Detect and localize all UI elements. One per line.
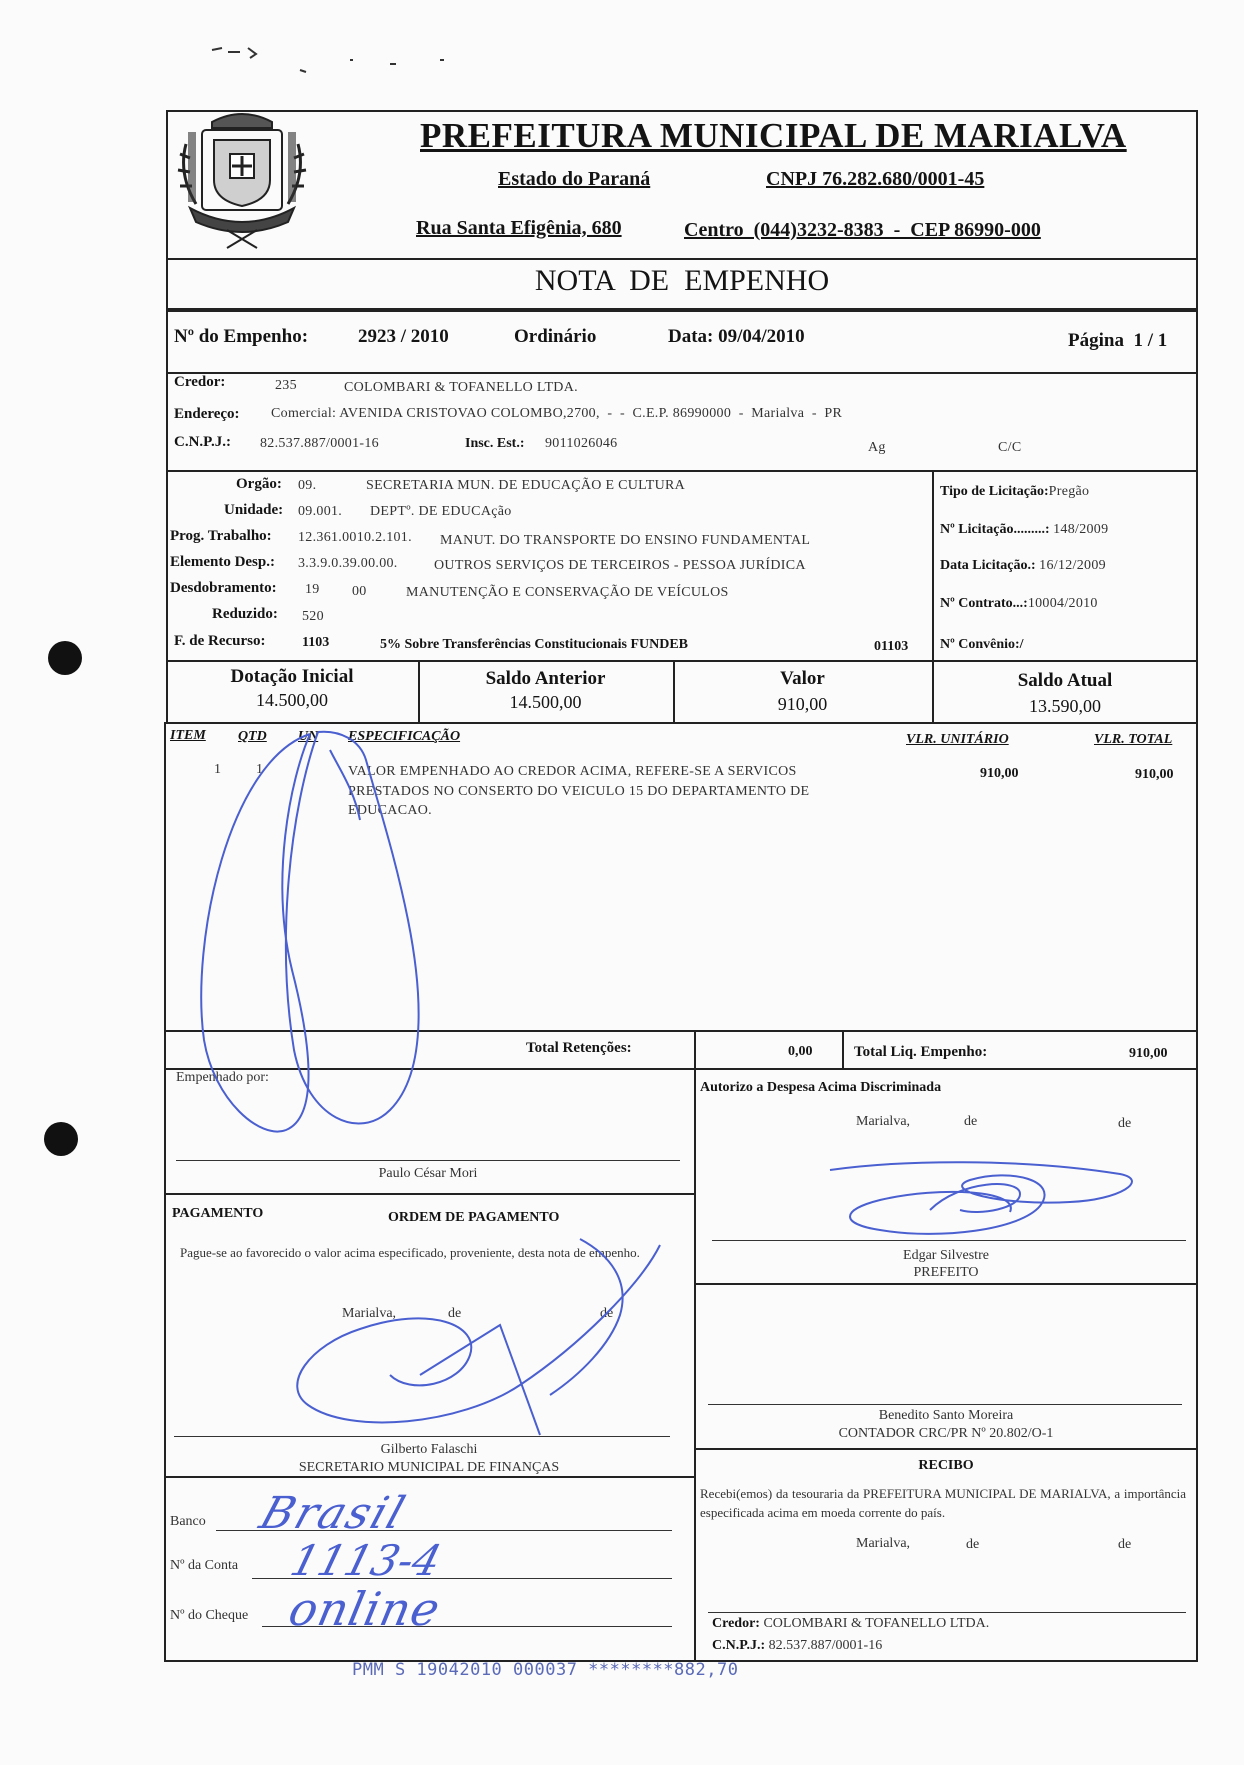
- bottom-vertical-divider: [694, 1068, 696, 1662]
- autorizo-city: Marialva,: [856, 1114, 911, 1129]
- recurso-name: 5% Sobre Transferências Constitucionais FUNDEB: [380, 637, 689, 652]
- valor-value: 910,00: [777, 694, 828, 714]
- prog-label: Prog. Trabalho:: [170, 528, 272, 544]
- saldo-atual-label: Saldo Atual: [1017, 670, 1113, 691]
- item-row-desc-1: VALOR EMPENHADO AO CREDOR ACIMA, REFERE-SE A SERVICOS: [348, 764, 797, 779]
- ag-label: Ag: [868, 440, 886, 455]
- pagamento-city: Marialva,: [342, 1306, 397, 1321]
- signature-paulo-mori: [190, 720, 450, 1160]
- budget-divider: [932, 470, 934, 662]
- col-un-header: UN: [298, 729, 319, 744]
- credor-label: Credor:: [174, 374, 226, 390]
- pagamento-bottom-line: [164, 1476, 694, 1478]
- signature-gilberto-falaschi: [280, 1225, 680, 1455]
- prog-code: 12.361.0010.2.101.: [298, 530, 412, 545]
- header-cnpj: CNPJ 76.282.680/0001-45: [766, 168, 985, 190]
- signature-edgar-silvestre: [820, 1150, 1150, 1250]
- item-row-desc-2: PRESTADOS NO CONSERTO DO VEICULO 15 DO DEPARTAMENTO DE: [348, 784, 810, 799]
- contador-bottom-line: [694, 1448, 1198, 1450]
- recibo-signature-line: [708, 1612, 1186, 1613]
- unidade-code: 09.001.: [298, 504, 343, 519]
- empenhado-bottom-line: [164, 1193, 694, 1195]
- insc-label: Insc. Est.:: [465, 436, 525, 451]
- desdobramento-sub: 00: [352, 584, 367, 599]
- recurso-label: F. de Recurso:: [174, 633, 266, 649]
- dotacao-label: Dotação Inicial: [230, 666, 354, 687]
- empenho-date: Data: 09/04/2010: [668, 326, 805, 347]
- recibo-de-1: de: [966, 1537, 980, 1552]
- dotacao-value: 14.500,00: [256, 690, 328, 710]
- recurso-code-2: 01103: [874, 639, 909, 654]
- recibo-de-2: de: [1118, 1537, 1132, 1552]
- elemento-name: OUTROS SERVIÇOS DE TERCEIROS - PESSOA JURÍDICA: [434, 558, 806, 573]
- item-row-unit: 910,00: [980, 766, 1019, 781]
- desdobramento-name: MANUTENÇÃO E CONSERVAÇÃO DE VEÍCULOS: [406, 585, 729, 600]
- num-licitacao-label: Nº Licitação.........:: [940, 522, 1050, 537]
- data-licitacao-value: 16/12/2009: [1039, 558, 1106, 573]
- endereco-value: Comercial: AVENIDA CRISTOVAO COLOMBO,2700, - - C.E.P. 86990000 - Marialva - PR: [271, 406, 843, 421]
- cc-label: C/C: [998, 440, 1022, 455]
- tipo-licitacao-value: Pregão: [1048, 484, 1090, 499]
- elemento-code: 3.3.9.0.39.00.00.: [298, 556, 398, 571]
- coat-of-arms-logo: [172, 104, 312, 254]
- credor-name: COLOMBARI & TOFANELLO LTDA.: [344, 380, 578, 395]
- valor-label: Valor: [780, 668, 825, 689]
- cnpj-label: C.N.P.J.:: [174, 434, 231, 450]
- recibo-cnpj-label: C.N.P.J.:: [712, 1638, 766, 1653]
- recibo-cnpj: [712, 1638, 882, 1654]
- pagamento-label: PAGAMENTO: [172, 1206, 264, 1221]
- contador-signer: Benedito Santo Moreira: [878, 1408, 1014, 1423]
- desdobramento-code: 19: [305, 582, 320, 597]
- pagamento-role: SECRETARIO MUNICIPAL DE FINANÇAS: [298, 1460, 560, 1475]
- empenho-num: 2923 / 2010: [358, 326, 449, 347]
- contador-signature-line: [708, 1404, 1182, 1405]
- empenho-num-label: Nº do Empenho:: [174, 326, 309, 347]
- desdobramento-label: Desdobramento:: [170, 580, 277, 596]
- pagamento-text: Pague-se ao favorecido o valor acima especificado, proveniente, desta nota de empenho.: [180, 1245, 640, 1260]
- cheque-handwritten-value: online: [284, 1582, 446, 1636]
- punch-hole-bottom: [44, 1122, 78, 1156]
- col-especificacao-header: ESPECIFICAÇÃO: [348, 729, 461, 744]
- conta-handwritten-value: 1113-4: [285, 1536, 447, 1585]
- totals-div-2: [842, 1030, 844, 1070]
- contrato-value: 10004/2010: [1027, 596, 1098, 611]
- banco-handwritten-value: Brasil: [253, 1488, 413, 1539]
- punch-hole-top: [48, 641, 82, 675]
- unidade-name: DEPTº. DE EDUCAção: [370, 504, 512, 519]
- autorizo-de-1: de: [964, 1114, 978, 1129]
- reduzido-label: Reduzido:: [212, 606, 278, 622]
- recibo-text: Recebi(emos) da tesouraria da PREFEITURA MUNICIPAL DE MARIALVA, a importância especificada acima em moeda corrente do país.: [700, 1486, 1186, 1520]
- recurso-code: 1103: [302, 635, 330, 650]
- empenhado-label: Empenhado por:: [176, 1070, 269, 1085]
- saldo-anterior-value: 14.500,00: [509, 692, 582, 712]
- contador-role: CONTADOR CRC/PR Nº 20.802/O-1: [838, 1426, 1054, 1441]
- num-licitacao-value: 148/2009: [1053, 522, 1109, 537]
- elemento-label: Elemento Desp.:: [170, 554, 275, 570]
- empenhado-signer: Paulo César Mori: [378, 1166, 478, 1181]
- col-vlr-total-header: VLR. TOTAL: [1094, 732, 1173, 747]
- autorizo-role: PREFEITO: [913, 1265, 979, 1280]
- col-qtd-header: QTD: [238, 729, 267, 744]
- prog-name: MANUT. DO TRANSPORTE DO ENSINO FUNDAMENTAL: [440, 533, 811, 548]
- header-state: Estado do Paraná: [498, 168, 651, 190]
- cnpj-value: 82.537.887/0001-16: [260, 436, 379, 451]
- recibo-credor: [712, 1616, 989, 1632]
- autorizo-de-2: de: [1118, 1116, 1132, 1131]
- num-licitacao: [940, 522, 1108, 538]
- pagamento-de-2: de: [600, 1306, 614, 1321]
- empenho-page: Página 1 / 1: [1068, 330, 1168, 351]
- ordem-pagamento: ORDEM DE PAGAMENTO: [388, 1210, 560, 1225]
- banco-label: Banco: [170, 1514, 206, 1529]
- orgao-code: 09.: [298, 478, 317, 493]
- unidade-label: Unidade:: [224, 502, 284, 518]
- header-title: PREFEITURA MUNICIPAL DE MARIALVA: [420, 116, 1127, 155]
- contrato-label: Nº Contrato...:: [940, 596, 1028, 611]
- item-row-desc-3: EDUCACAO.: [348, 803, 432, 818]
- empenhado-signature-line: [176, 1160, 680, 1161]
- conta-label: Nº da Conta: [170, 1558, 239, 1573]
- pagamento-de-1: de: [448, 1306, 462, 1321]
- autorizo-signer: Edgar Silvestre: [903, 1248, 989, 1263]
- recibo-cnpj-value: 82.537.887/0001-16: [768, 1638, 883, 1653]
- recibo-city: Marialva,: [856, 1536, 911, 1551]
- endereco-label: Endereço:: [174, 406, 240, 422]
- convenio-label: Nº Convênio:/: [940, 637, 1024, 652]
- insc-value: 9011026046: [545, 436, 618, 451]
- total-liq-value: 910,00: [1129, 1046, 1168, 1061]
- data-licitacao-label: Data Licitação.:: [940, 558, 1036, 573]
- tipo-licitacao-label-text: Tipo de Licitação:: [940, 484, 1049, 499]
- retencoes-label: Total Retenções:: [526, 1040, 632, 1056]
- total-liq-label: Total Liq. Empenho:: [854, 1044, 988, 1060]
- totals-div-1: [694, 1030, 696, 1070]
- col-item-header: ITEM: [170, 728, 206, 743]
- recibo-credor-label: Credor:: [712, 1616, 760, 1631]
- item-row-item: 1: [214, 762, 222, 777]
- doc-title: NOTA DE EMPENHO: [534, 264, 830, 297]
- credor-box: [166, 372, 1198, 472]
- pagamento-signer: Gilberto Falaschi: [380, 1442, 478, 1457]
- header-address: Rua Santa Efigênia, 680: [416, 217, 622, 239]
- saldo-anterior-label: Saldo Anterior: [485, 668, 606, 689]
- item-row-qtd: 1: [256, 762, 264, 777]
- col-vlr-unitario-header: VLR. UNITÁRIO: [906, 732, 1009, 747]
- orgao-name: SECRETARIA MUN. DE EDUCAÇÃO E CULTURA: [366, 478, 686, 493]
- retencoes-value: 0,00: [788, 1044, 813, 1059]
- header-district-phone: Centro (044)3232-8383 - CEP 86990-000: [684, 219, 1041, 241]
- orgao-label: Orgão:: [236, 476, 282, 492]
- scan-marks: [200, 30, 460, 90]
- autorizo-bottom-line: [694, 1283, 1198, 1285]
- credor-code: 235: [275, 378, 297, 393]
- item-row-total: 910,00: [1135, 767, 1174, 782]
- recibo-credor-value: COLOMBARI & TOFANELLO LTDA.: [763, 1616, 990, 1631]
- recibo-title: RECIBO: [918, 1458, 974, 1473]
- autorizo-label: Autorizo a Despesa Acima Discriminada: [700, 1080, 942, 1095]
- machine-stamp: PMM S 19042010 000037 ********882,70: [352, 1660, 739, 1680]
- saldo-atual-value: 13.590,00: [1029, 696, 1101, 716]
- reduzido-value: 520: [302, 609, 324, 624]
- data-licitacao: [940, 558, 1106, 574]
- contrato: [940, 596, 1098, 612]
- cheque-label: Nº do Cheque: [170, 1608, 249, 1623]
- empenho-type: Ordinário: [514, 326, 597, 347]
- tipo-licitacao-label: [940, 484, 1089, 500]
